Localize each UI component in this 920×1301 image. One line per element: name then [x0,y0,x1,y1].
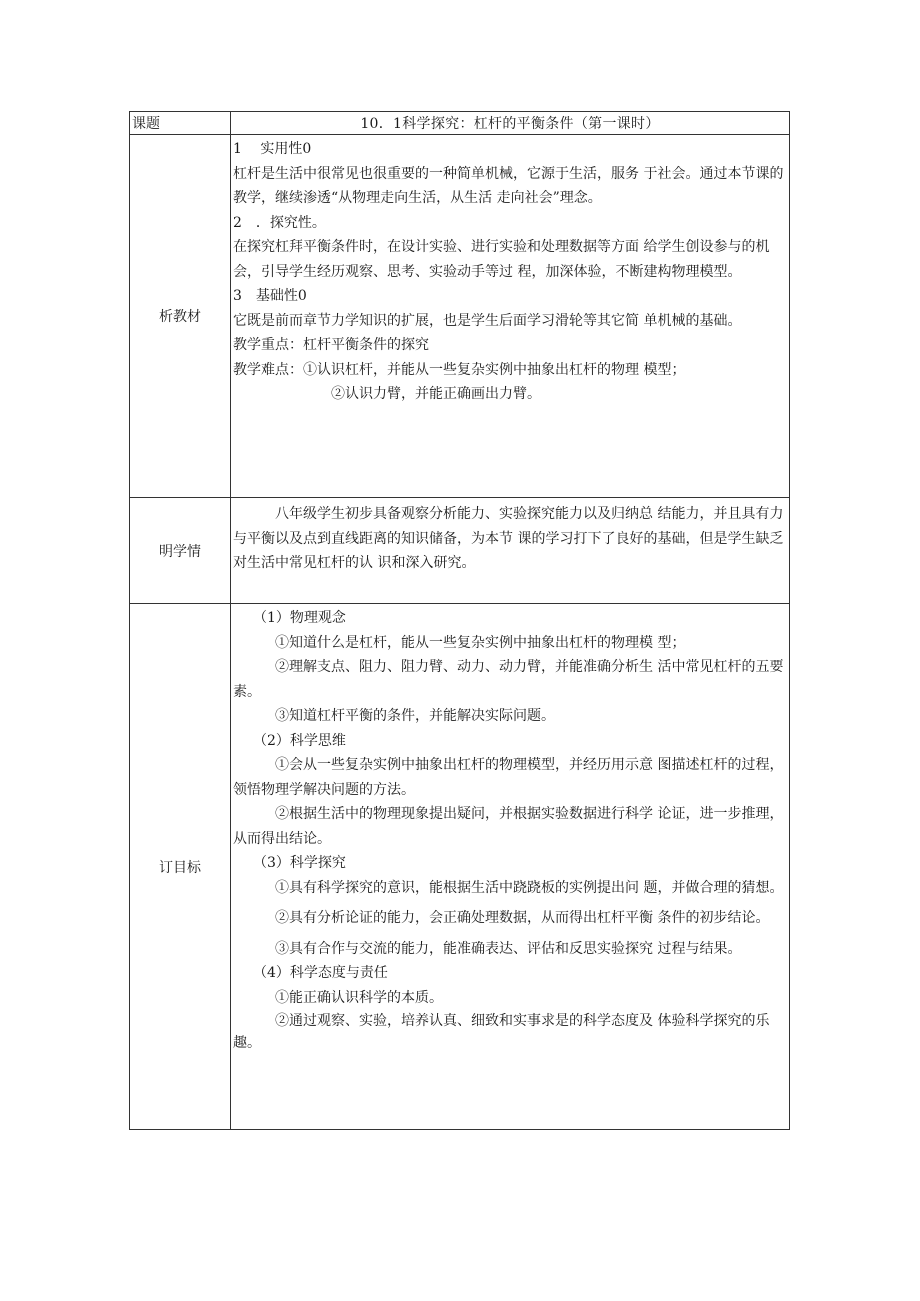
goal-item: ②通过观察、实验，培养认真、细致和实事求是的科学态度及 体验科学探究的乐趣。 [233,1013,770,1051]
goal-section-title: （2）科学思维 [253,732,346,749]
goal-item: ③具有合作与交流的能力，能准确表达、评估和反思实验探究 过程与结果。 [275,940,742,957]
textbook-line: 3 基础性0 [233,288,307,304]
textbook-line: ②认识力臂，并能正确画出力臂。 [331,386,541,402]
goals-label: 订目标 [130,604,231,1130]
students-row [130,498,790,604]
goal-section-title: （3）科学探究 [253,855,346,871]
textbook-line: 2 ．探究性。 [233,214,326,231]
goal-item: ②具有分析论证的能力，会正确处理数据，从而得出杠杆平衡 条件的初步结论。 [275,910,770,926]
textbook-line: 杠杆是生活中很常见也很重要的一种简单机械，它源于生活，服务 于社会。通过本节课的教学，继续渗透“从物理走向生活，从生活 走向社会”理念。 [233,165,784,206]
goal-item: ①能正确认识科学的本质。 [275,989,443,1006]
topic-label: 课题 [130,112,231,135]
goal-item: ①会从一些复杂实例中抽象出杠杆的物理模型，并经历用示意 图描述杠杆的过程，领悟物理学解决问题的方法。 [233,757,784,798]
goal-item: ①具有科学探究的意识，能根据生活中跷跷板的实例提出问 题，并做合理的猜想。 [275,879,784,896]
goal-item: ①知道什么是杠杆，能从一些复杂实例中抽象出杠杆的物理模 型； [275,634,686,651]
goal-item: ②根据生活中的物理现象提出疑问，并根据实验数据进行科学 论证，进一步推理，从而得出结论。 [233,806,784,847]
header-row [130,112,790,135]
textbook-content [231,135,790,498]
students-text: 八年级学生初步具备观察分析能力、实验探究能力以及归纳总 结能力，并且具有力与平衡以及点到直线距离的知识储备，为本节 课的学习打下了良好的基础，但是学生缺乏对生活中常见杠杆的认 识和深入研究。 [233,506,784,571]
textbook-line: 教学难点：①认识杠杆，并能从一些复杂实例中抽象出杠杆的物理 模型； [233,361,686,378]
goals-row [130,604,790,1130]
goal-section-title: （1）物理观念 [253,610,346,626]
textbook-line: 它既是前而章节力学知识的扩展，也是学生后面学习滑轮等其它简 单机械的基础。 [233,312,742,329]
textbook-line: 在探究杠拜平衡条件时，在设计实验、进行实验和处理数据等方面 给学生创设参与的机会，引导学生经历观察、思考、实验动手等过 程，加深体验，不断建构物理模型。 [233,239,770,280]
textbook-row [130,135,790,498]
lesson-title: 10．1科学探究：杠杆的平衡条件（第一课时） [231,112,790,135]
students-label: 明学情 [130,498,231,604]
goal-item: ③知道杠杆平衡的条件，并能解决实际问题。 [275,708,555,724]
lesson-plan-table [129,111,790,1130]
textbook-line: 1 实用性0 [233,141,312,157]
goals-content [231,604,790,1130]
goal-section-title: （4）科学态度与责任 [253,965,388,981]
lesson-plan-sheet [129,111,789,1130]
textbook-label: 析教材 [130,135,231,498]
textbook-line: 教学重点：杠杆平衡条件的探究 [233,337,429,353]
students-content [231,498,790,604]
goal-item: ②理解支点、阻力、阻力臂、动力、动力臂，并能准确分析生 活中常见杠杆的五要素。 [233,659,784,700]
